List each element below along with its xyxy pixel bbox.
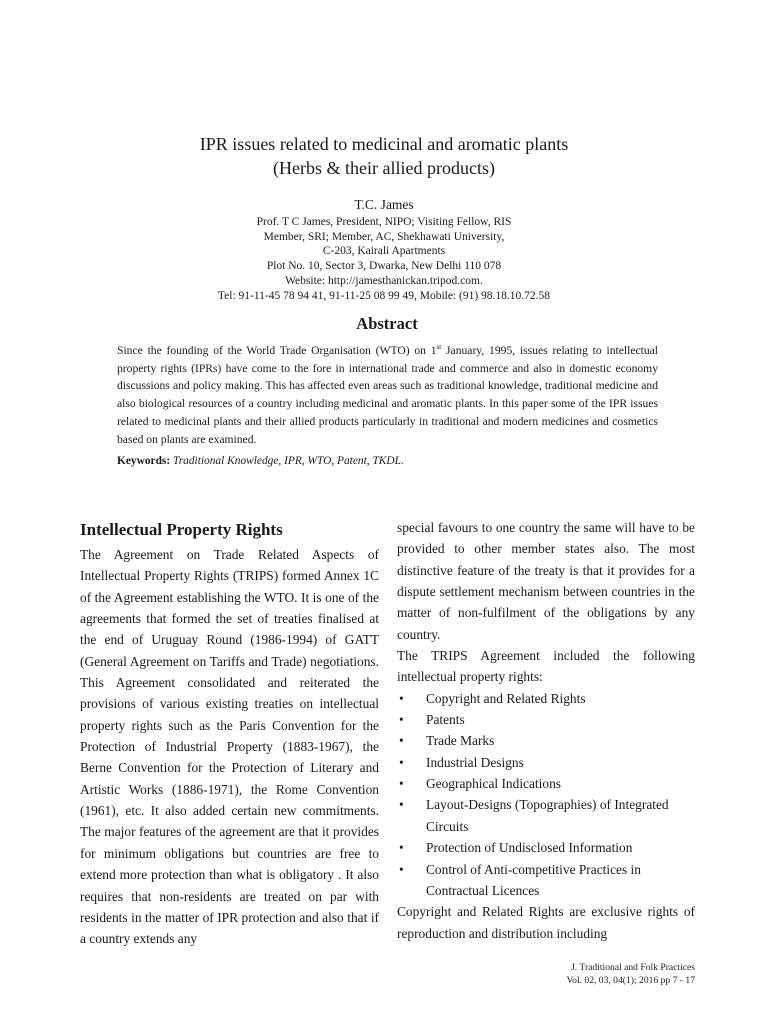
list-item <box>397 688 695 709</box>
journal-volume: Vol. 02, 03, 04(1); 2016 pp 7 - 17 <box>566 974 695 986</box>
bullet-marker: • <box>399 754 404 770</box>
body-paragraph: The Agreement on Trade Related Aspects of Intellectual Property Rights (TRIPS) formed Annex 1C of the Agreement establishing the WTO. It is one of the agreements that formed the set of treaties finalised at the end of Uruguay Round (1986-1994) of GATT (General Agreement on Tariffs and Trade) negotiations. This Agreement consolidated and reiterated the provisions of various existing treaties on intellectual property rights such as the Paris Convention for the Protection of Industrial Property (1883-1967), the Berne Convention for the Protection of Literary and Artistic Works (1886-1971), the Rome Convention (1961), etc. It also added certain new commitments. The major features of the agreement are that it provides for minimum obligations but countries are free to extend more protection than what is obligatory . It also requires that non-residents are treated on par with residents in the matter of IPR protection and also that if a country extends any <box>80 547 379 947</box>
list-item <box>397 773 695 794</box>
list-item-label: Geographical Indications <box>426 776 561 792</box>
journal-footer <box>566 962 695 987</box>
bullet-marker: • <box>399 776 404 792</box>
list-item <box>397 752 695 773</box>
bullet-marker: • <box>399 840 404 856</box>
list-item-label: Control of Anti-competitive Practices in Contractual Licences <box>426 861 641 898</box>
list-item-label: Layout-Designs (Topographies) of Integrated Circuits <box>426 797 669 834</box>
affiliation-website: Website: http://jamesthanickan.tripod.com. <box>285 274 483 287</box>
affiliation-phone: Tel: 91-11-45 78 94 41, 91-11-25 08 99 49, Mobile: (91) 98.18.10.72.58 <box>217 289 551 302</box>
list-item-label: Copyright and Related Rights <box>426 690 586 706</box>
body-paragraph: The TRIPS Agreement included the following intellectual property rights: <box>397 648 695 685</box>
list-item-label: Trade Marks <box>426 733 495 749</box>
abstract-heading: Abstract <box>356 314 418 333</box>
list-item-label: Patents <box>426 712 465 728</box>
list-item-label: Industrial Designs <box>426 754 524 770</box>
abstract-text-part: Since the founding of the World Trade Organisation (WTO) on 1 <box>117 343 437 357</box>
ipr-list <box>397 688 695 901</box>
ordinal-superscript: st <box>436 343 442 351</box>
list-item <box>397 730 695 751</box>
list-item <box>397 837 695 858</box>
left-column <box>80 518 379 950</box>
affiliation-line: Prof. T C James, President, NIPO; Visiting Fellow, RIS <box>256 216 512 228</box>
keywords-label: Keywords: <box>117 455 171 467</box>
affiliation-line: C-203, Kairali Apartments <box>322 245 446 258</box>
author-name: T.C. James <box>354 197 414 212</box>
body-paragraph: Copyright and Related Rights are exclusive rights of reproduction and distribution including <box>397 904 695 941</box>
author-affiliation <box>0 215 768 303</box>
keywords <box>117 455 658 467</box>
title-line-2: (Herbs & their allied products) <box>273 158 495 178</box>
abstract-text <box>117 339 658 449</box>
affiliation-line: Member, SRI; Member, AC, Shekhawati University, <box>263 230 505 243</box>
list-item-label: Protection of Undisclosed Information <box>426 840 633 856</box>
abstract-text-part: January, 1995, issues relating to intellectual property rights (IPRs) have come to the fore in international trade and commerce and also in domestic economy discussions and policy making. This has affected even areas such as traditional knowledge, traditional medicine and also biological resources of a country including medicinal and aromatic plants. In this paper some of the IPR issues related to medicinal plants and their allied products particularly in traditional and modern medicines and cosmetics based on plants are examined. <box>117 343 658 446</box>
title-line-1: IPR issues related to medicinal and aromatic plants <box>199 134 569 154</box>
bullet-marker: • <box>399 712 404 728</box>
list-item <box>397 794 695 837</box>
bullet-marker: • <box>399 733 404 749</box>
list-item <box>397 859 695 902</box>
right-column <box>397 517 695 944</box>
affiliation-line: Plot No. 10, Sector 3, Dwarka, New Delhi 110 078 <box>266 260 502 273</box>
bullet-marker: • <box>399 861 404 877</box>
bullet-marker: • <box>399 690 404 706</box>
section-heading: Intellectual Property Rights <box>80 520 283 539</box>
bullet-marker: • <box>399 797 404 813</box>
list-item <box>397 709 695 730</box>
journal-name: J. Traditional and Folk Practices <box>571 962 695 973</box>
body-paragraph: special favours to one country the same will have to be provided to other member states also. The most distinctive feature of the treaty is that it provides for a dispute settlement mechanism between countries in the matter of non-fulfilment of the obligations by any country. <box>397 520 695 642</box>
keywords-value: Traditional Knowledge, IPR, WTO, Patent, TKDL. <box>173 455 404 467</box>
